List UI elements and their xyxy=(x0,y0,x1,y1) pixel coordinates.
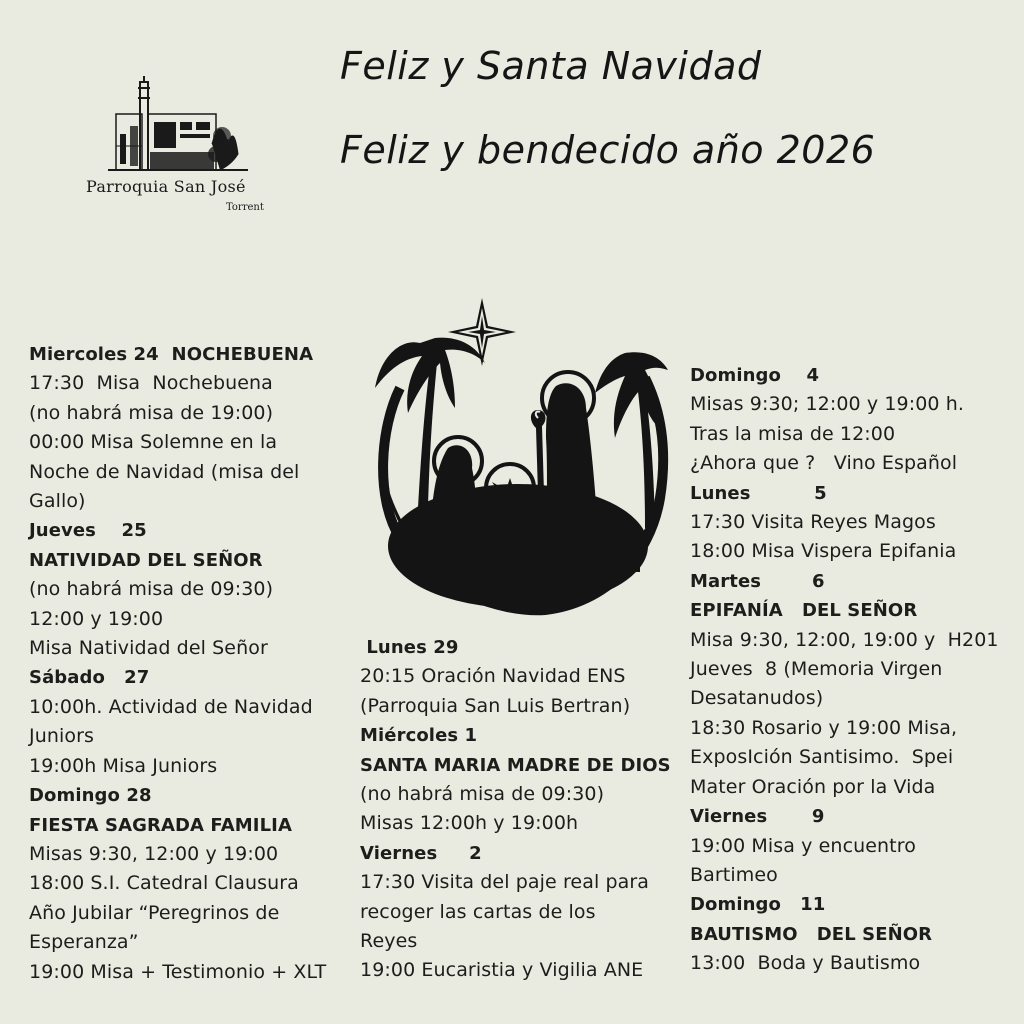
schedule-line: Domingo 11 xyxy=(690,894,826,916)
schedule-line: EPIFANÍA DEL SEÑOR xyxy=(690,600,918,622)
greeting-line-2: Feliz y bendecido año 2026 xyxy=(340,128,876,172)
parish-city: Torrent xyxy=(226,202,264,213)
schedule-line: Jueves 25 xyxy=(29,520,147,542)
schedule-line: ExposIción Santisimo. Spei xyxy=(690,746,954,769)
schedule-line: Bartimeo xyxy=(690,863,778,886)
schedule-line: 19:00 Misa y encuentro xyxy=(690,834,916,857)
schedule-line: (Parroquia San Luis Bertran) xyxy=(360,694,631,717)
schedule-line: Lunes 5 xyxy=(690,482,827,504)
schedule-line: Esperanza” xyxy=(29,931,139,954)
schedule-line: ¿Ahora que ? Vino Español xyxy=(690,452,958,475)
schedule-line: Viernes 2 xyxy=(360,842,482,864)
schedule-column-newyear xyxy=(360,633,690,986)
schedule-line: BAUTISMO DEL SEÑOR xyxy=(690,923,933,945)
schedule-column-december xyxy=(29,340,359,987)
schedule-line: Mater Oración por la Vida xyxy=(690,775,936,798)
schedule-line: SANTA MARIA MADRE DE DIOS xyxy=(360,754,671,776)
schedule-line: NATIVIDAD DEL SEÑOR xyxy=(29,549,263,571)
schedule-line: Martes 6 xyxy=(690,570,825,592)
schedule-line: 17:30 Visita Reyes Magos xyxy=(690,511,936,534)
schedule-line: 10:00h. Actividad de Navidad xyxy=(29,695,313,718)
schedule-line: Gallo) xyxy=(29,490,86,513)
schedule-line: 17:30 Misa Nochebuena xyxy=(29,372,273,395)
parish-logo xyxy=(78,74,288,224)
schedule-line: Sábado 27 xyxy=(29,667,150,689)
schedule-line: Domingo 4 xyxy=(690,365,820,386)
schedule-line: 20:15 Oración Navidad ENS xyxy=(360,665,626,688)
schedule-line: Misas 12:00h y 19:00h xyxy=(360,812,579,835)
schedule-line: 00:00 Misa Solemne en la xyxy=(29,431,278,454)
schedule-line: Misa 9:30, 12:00, 19:00 y H201 xyxy=(690,628,999,651)
schedule-line: 13:00 Boda y Bautismo xyxy=(690,952,921,975)
nativity-scene-icon xyxy=(360,298,670,618)
schedule-line: Misas 9:30, 12:00 y 19:00 xyxy=(29,842,279,865)
schedule-line: 17:30 Visita del paje real para xyxy=(360,871,650,894)
schedule-line: (no habrá misa de 09:30) xyxy=(360,783,605,806)
schedule-line: Jueves 8 (Memoria Virgen xyxy=(690,658,943,681)
schedule-line: Desatanudos) xyxy=(690,687,824,710)
schedule-line: Domingo 28 xyxy=(29,785,152,807)
schedule-line: Lunes 29 xyxy=(360,637,459,658)
church-building-icon xyxy=(108,74,258,174)
schedule-line: 19:00 Misa + Testimonio + XLT xyxy=(29,960,327,983)
schedule-line: Misa Natividad del Señor xyxy=(29,637,268,660)
schedule-line: Año Jubilar “Peregrinos de xyxy=(29,901,280,924)
schedule-line: FIESTA SAGRADA FAMILIA xyxy=(29,814,292,836)
schedule-line: Viernes 9 xyxy=(690,806,825,828)
schedule-line: (no habrá misa de 09:30) xyxy=(29,578,274,601)
schedule-line: 18:00 Misa Vispera Epifania xyxy=(690,540,957,563)
schedule-line: Miercoles 24 NOCHEBUENA xyxy=(29,344,314,365)
schedule-column-january xyxy=(690,361,1020,979)
schedule-line: Noche de Navidad (misa del xyxy=(29,460,300,483)
schedule-line: 12:00 y 19:00 xyxy=(29,607,164,630)
schedule-line: Miércoles 1 xyxy=(360,725,478,747)
schedule-line: 18:30 Rosario y 19:00 Misa, xyxy=(690,716,958,739)
schedule-line: Juniors xyxy=(29,725,95,748)
schedule-line: Misas 9:30; 12:00 y 19:00 h. xyxy=(690,393,965,416)
schedule-line: 19:00h Misa Juniors xyxy=(29,754,218,777)
schedule-line: 18:00 S.I. Catedral Clausura xyxy=(29,872,299,895)
schedule-line: Reyes xyxy=(360,930,418,953)
schedule-line: Tras la misa de 12:00 xyxy=(690,422,896,445)
greeting-line-1: Feliz y Santa Navidad xyxy=(340,44,762,88)
schedule-line: 19:00 Eucaristia y Vigilia ANE xyxy=(360,959,644,982)
schedule-line: (no habrá misa de 19:00) xyxy=(29,401,274,424)
schedule-line: recoger las cartas de los xyxy=(360,900,596,923)
parish-name: Parroquia San José xyxy=(86,177,246,196)
